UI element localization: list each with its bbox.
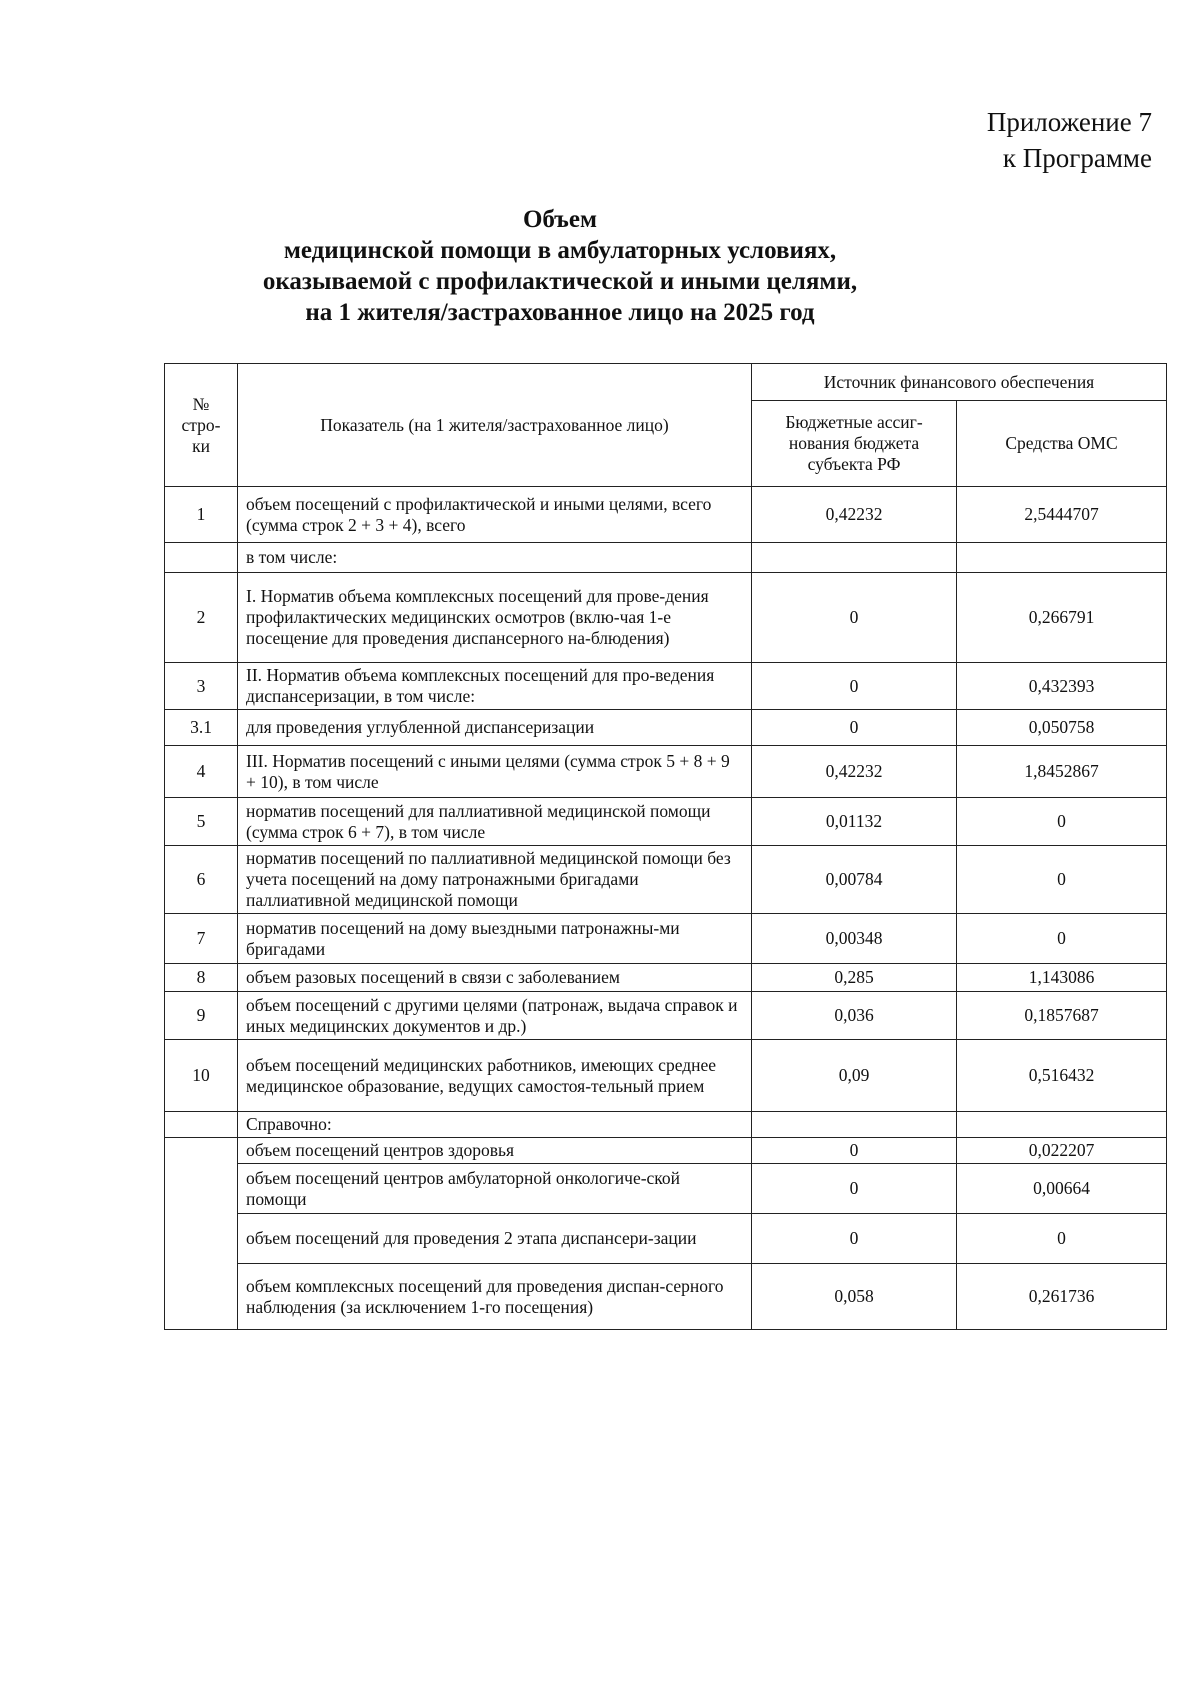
reference-row bbox=[165, 1214, 1167, 1264]
row-label-cell: объем посещений центров амбулаторной онкологиче-ской помощи bbox=[238, 1164, 752, 1214]
table-row bbox=[165, 1040, 1167, 1112]
header-funding-source: Источник финансового обеспечения bbox=[752, 364, 1167, 401]
row-budget-cell: 0 bbox=[752, 1138, 957, 1164]
table-row bbox=[165, 746, 1167, 798]
table-row bbox=[165, 663, 1167, 710]
header-oms: Средства ОМС bbox=[957, 401, 1167, 487]
table-row bbox=[165, 798, 1167, 846]
row-oms-cell: 0,261736 bbox=[957, 1264, 1167, 1330]
row-oms-cell: 0 bbox=[957, 914, 1167, 964]
appendix-label bbox=[987, 104, 1152, 176]
table-row bbox=[165, 710, 1167, 746]
row-budget-cell: 0,00348 bbox=[752, 914, 957, 964]
row-label-cell: норматив посещений на дому выездными патронажны-ми бригадами bbox=[238, 914, 752, 964]
row-label-cell: объем посещений для проведения 2 этапа диспансери-зации bbox=[238, 1214, 752, 1264]
row-oms-cell: 0,1857687 bbox=[957, 992, 1167, 1040]
row-oms-cell: 1,143086 bbox=[957, 964, 1167, 992]
title-line-4: на 1 жителя/застрахованное лицо на 2025 год bbox=[305, 299, 815, 326]
row-label-cell: II. Норматив объема комплексных посещений для про-ведения диспансеризации, в том числе: bbox=[238, 663, 752, 710]
row-number-cell bbox=[165, 1138, 238, 1330]
table-row bbox=[165, 543, 1167, 573]
row-budget-cell: 0 bbox=[752, 1164, 957, 1214]
row-budget-cell: 0,09 bbox=[752, 1040, 957, 1112]
row-oms-cell: 0,266791 bbox=[957, 573, 1167, 663]
row-oms-cell: 0 bbox=[957, 1214, 1167, 1264]
row-budget-cell: 0 bbox=[752, 710, 957, 746]
reference-row bbox=[165, 1138, 1167, 1164]
row-number-cell: 5 bbox=[165, 798, 238, 846]
row-oms-cell bbox=[957, 543, 1167, 573]
row-label-cell: объем посещений центров здоровья bbox=[238, 1138, 752, 1164]
row-budget-cell: 0,036 bbox=[752, 992, 957, 1040]
row-label-cell: объем посещений с профилактической и иными целями, всего (сумма строк 2 + 3 + 4), всего bbox=[238, 487, 752, 543]
header-budget: Бюджетные ассиг-нования бюджета субъекта РФ bbox=[752, 401, 957, 487]
reference-row bbox=[165, 1264, 1167, 1330]
row-number-cell bbox=[165, 543, 238, 573]
row-label-cell: для проведения углубленной диспансеризации bbox=[238, 710, 752, 746]
row-oms-cell: 1,8452867 bbox=[957, 746, 1167, 798]
row-oms-cell: 0,050758 bbox=[957, 710, 1167, 746]
row-budget-cell: 0,00784 bbox=[752, 846, 957, 914]
row-budget-cell: 0,058 bbox=[752, 1264, 957, 1330]
row-oms-cell: 0 bbox=[957, 798, 1167, 846]
row-budget-cell: 0 bbox=[752, 573, 957, 663]
row-budget-cell: 0 bbox=[752, 1214, 957, 1264]
row-oms-cell: 0 bbox=[957, 846, 1167, 914]
appendix-line-1: Приложение 7 bbox=[986, 107, 1152, 137]
title-line-2: медицинской помощи в амбулаторных условиях, bbox=[283, 237, 837, 264]
row-oms-cell: 2,5444707 bbox=[957, 487, 1167, 543]
row-budget-cell bbox=[752, 543, 957, 573]
table-row bbox=[165, 573, 1167, 663]
row-label-cell: норматив посещений для паллиативной медицинской помощи (сумма строк 6 + 7), в том числе bbox=[238, 798, 752, 846]
table-row bbox=[165, 992, 1167, 1040]
row-label-cell: объем разовых посещений в связи с заболеванием bbox=[238, 964, 752, 992]
row-number-cell: 8 bbox=[165, 964, 238, 992]
row-number-cell: 9 bbox=[165, 992, 238, 1040]
row-budget-cell: 0,42232 bbox=[752, 746, 957, 798]
row-label-cell: норматив посещений по паллиативной медицинской помощи без учета посещений на дому патронажными бригадами паллиативной медицинской помощи bbox=[238, 846, 752, 914]
row-number-cell: 3.1 bbox=[165, 710, 238, 746]
row-number-cell: 7 bbox=[165, 914, 238, 964]
row-budget-cell: 0 bbox=[752, 663, 957, 710]
header-row-number: № стро-ки bbox=[165, 364, 238, 487]
row-label-cell: объем посещений с другими целями (патронаж, выдача справок и иных медицинских документов и др.) bbox=[238, 992, 752, 1040]
volume-table bbox=[164, 363, 1167, 1330]
row-oms-cell bbox=[957, 1112, 1167, 1138]
row-oms-cell: 0,022207 bbox=[957, 1138, 1167, 1164]
header-indicator: Показатель (на 1 жителя/застрахованное лицо) bbox=[238, 364, 752, 487]
reference-label: Справочно: bbox=[238, 1112, 752, 1138]
row-oms-cell: 0,432393 bbox=[957, 663, 1167, 710]
row-label-cell: в том числе: bbox=[238, 543, 752, 573]
reference-header-row bbox=[165, 1112, 1167, 1138]
row-oms-cell: 0,516432 bbox=[957, 1040, 1167, 1112]
table-row bbox=[165, 846, 1167, 914]
table-row bbox=[165, 487, 1167, 543]
row-number-cell bbox=[165, 1112, 238, 1138]
row-label-cell: объем комплексных посещений для проведения диспан-серного наблюдения (за исключением 1-го посещения) bbox=[238, 1264, 752, 1330]
table-row bbox=[165, 914, 1167, 964]
row-number-cell: 2 bbox=[165, 573, 238, 663]
row-label-cell: III. Норматив посещений с иными целями (сумма строк 5 + 8 + 9 + 10), в том числе bbox=[238, 746, 752, 798]
row-number-cell: 3 bbox=[165, 663, 238, 710]
row-budget-cell: 0,42232 bbox=[752, 487, 957, 543]
appendix-line-2: к Программе bbox=[1002, 143, 1152, 173]
row-label-cell: I. Норматив объема комплексных посещений для прове-дения профилактических медицинских осмотров (вклю-чая 1-е посещение для проведения диспансерного на-блюдения) bbox=[238, 573, 752, 663]
title-line-3: оказываемой с профилактической и иными целями, bbox=[262, 268, 858, 295]
row-budget-cell: 0,01132 bbox=[752, 798, 957, 846]
table-row bbox=[165, 964, 1167, 992]
row-budget-cell: 0,285 bbox=[752, 964, 957, 992]
row-number-cell: 6 bbox=[165, 846, 238, 914]
row-number-cell: 4 bbox=[165, 746, 238, 798]
document-title bbox=[0, 204, 1200, 328]
title-line-1: Объем bbox=[522, 206, 598, 233]
row-oms-cell: 0,00664 bbox=[957, 1164, 1167, 1214]
row-budget-cell bbox=[752, 1112, 957, 1138]
row-label-cell: объем посещений медицинских работников, имеющих среднее медицинское образование, ведущих самостоя-тельный прием bbox=[238, 1040, 752, 1112]
table-body bbox=[165, 487, 1167, 1330]
reference-row bbox=[165, 1164, 1167, 1214]
row-number-cell: 10 bbox=[165, 1040, 238, 1112]
row-number-cell: 1 bbox=[165, 487, 238, 543]
